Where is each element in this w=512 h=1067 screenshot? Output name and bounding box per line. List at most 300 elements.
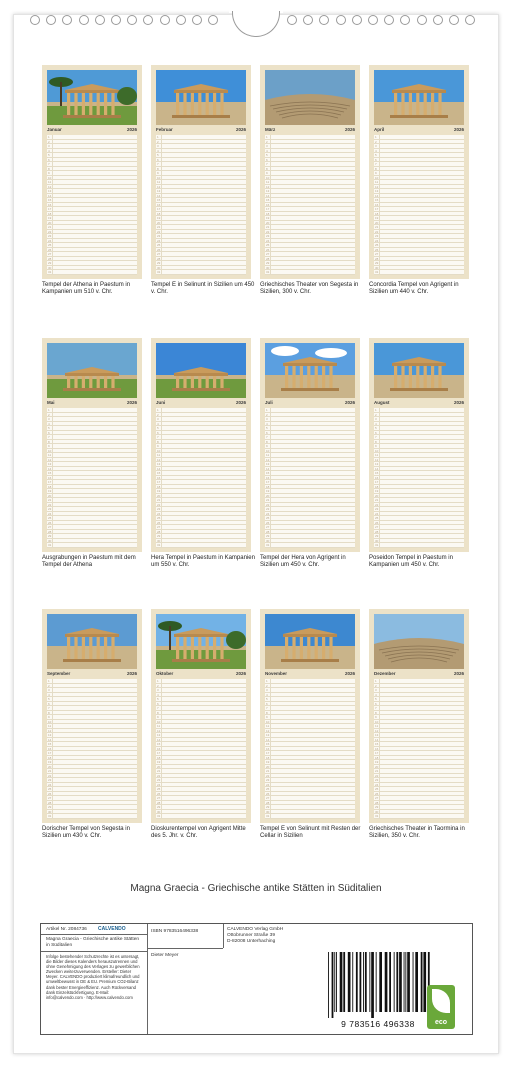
- day-number: 9: [48, 715, 50, 719]
- month-name: Mai: [47, 400, 55, 405]
- day-cell: [52, 498, 137, 502]
- day-number: 17: [375, 751, 379, 755]
- binding-hole: [160, 15, 170, 25]
- day-cell: [270, 814, 355, 818]
- day-row: [156, 270, 246, 275]
- day-cell: [161, 212, 246, 216]
- day-number: 3: [48, 144, 50, 148]
- day-cell: [379, 270, 464, 274]
- day-number: 22: [48, 502, 52, 507]
- day-cell: [161, 765, 246, 769]
- month-9: [42, 609, 142, 823]
- day-cell: [270, 194, 355, 198]
- day-number: 15: [375, 198, 379, 202]
- eco-badge: [427, 985, 455, 1029]
- day-number: 28: [375, 800, 379, 805]
- day-cell: [52, 720, 137, 724]
- month-name: August: [374, 400, 390, 405]
- day-number: 27: [375, 252, 379, 256]
- day-cell: [379, 534, 464, 538]
- day-cell: [270, 221, 355, 225]
- binding-hole: [400, 15, 410, 25]
- day-cell: [270, 729, 355, 733]
- day-row: [374, 270, 464, 275]
- day-number: 2: [375, 412, 377, 417]
- day-cell: [270, 751, 355, 755]
- day-cell: [379, 426, 464, 430]
- day-number: 31: [48, 543, 52, 547]
- day-cell: [379, 711, 464, 715]
- day-cell: [161, 512, 246, 516]
- day-cell: [161, 688, 246, 692]
- day-number: 7: [375, 435, 377, 439]
- day-cell: [52, 471, 137, 475]
- day-cell: [379, 774, 464, 778]
- day-number: 20: [157, 764, 161, 769]
- day-number: 25: [48, 516, 52, 520]
- month-name: Oktober: [156, 671, 174, 676]
- day-cell: [52, 431, 137, 435]
- day-number: 27: [375, 796, 379, 800]
- day-cell: [379, 760, 464, 764]
- day-cell: [161, 792, 246, 796]
- day-cell: [270, 778, 355, 782]
- day-cell: [270, 458, 355, 462]
- day-cell: [52, 525, 137, 529]
- day-cell: [161, 476, 246, 480]
- day-cell: [379, 742, 464, 746]
- day-number: 15: [48, 198, 52, 202]
- month-header: [265, 127, 355, 134]
- day-number: 23: [266, 507, 270, 511]
- day-number: 8: [157, 439, 159, 444]
- day-number: 9: [157, 715, 159, 719]
- day-number: 5: [375, 426, 377, 430]
- day-number: 7: [157, 162, 159, 166]
- day-cell: [379, 140, 464, 144]
- day-number: 4: [375, 148, 377, 153]
- day-cell: [161, 729, 246, 733]
- day-cell: [270, 534, 355, 538]
- day-cell: [379, 471, 464, 475]
- day-cell: [161, 140, 246, 144]
- publisher-street: Ottobrunner Straße 39: [227, 933, 275, 938]
- day-number: 14: [157, 466, 161, 471]
- day-cell: [270, 702, 355, 706]
- day-cell: [270, 248, 355, 252]
- leaf-icon: [432, 989, 450, 1013]
- day-number: 28: [266, 529, 270, 534]
- day-number: 6: [266, 157, 268, 162]
- day-cell: [270, 185, 355, 189]
- day-number: 1: [266, 135, 268, 139]
- day-cell: [52, 521, 137, 525]
- publisher-city: D-82008 Unterhaching: [227, 939, 276, 944]
- day-cell: [52, 140, 137, 144]
- day-cell: [379, 521, 464, 525]
- day-number: 2: [48, 412, 50, 417]
- day-cell: [52, 207, 137, 211]
- day-number: 12: [375, 728, 379, 733]
- day-cell: [52, 724, 137, 728]
- day-number: 6: [375, 157, 377, 162]
- day-number: 21: [266, 498, 270, 502]
- day-number: 21: [266, 769, 270, 773]
- day-cell: [161, 543, 246, 547]
- day-cell: [161, 248, 246, 252]
- day-cell: [379, 266, 464, 270]
- day-number: 21: [48, 498, 52, 502]
- day-number: 11: [266, 724, 270, 728]
- binding-hole: [143, 15, 153, 25]
- day-cell: [52, 783, 137, 787]
- month-11: [260, 609, 360, 823]
- day-number: 10: [375, 175, 379, 180]
- day-number: 14: [48, 466, 52, 471]
- month-name: Juni: [156, 400, 166, 405]
- day-cell: [379, 431, 464, 435]
- day-number: 7: [375, 162, 377, 166]
- day-number: 23: [266, 234, 270, 238]
- day-number: 3: [157, 144, 159, 148]
- day-number: 6: [48, 157, 50, 162]
- day-number: 18: [157, 484, 161, 489]
- day-number: 17: [157, 207, 161, 211]
- day-cell: [52, 706, 137, 710]
- day-grid: [156, 135, 246, 275]
- day-number: 23: [375, 507, 379, 511]
- day-number: 1: [266, 679, 268, 683]
- day-number: 20: [375, 220, 379, 225]
- day-number: 2: [375, 683, 377, 688]
- day-cell: [52, 252, 137, 256]
- day-cell: [379, 435, 464, 439]
- day-cell: [161, 180, 246, 184]
- day-number: 29: [375, 261, 379, 265]
- day-number: 23: [157, 234, 161, 238]
- day-cell: [52, 167, 137, 171]
- day-cell: [379, 792, 464, 796]
- day-number: 6: [48, 430, 50, 435]
- day-number: 30: [266, 809, 270, 814]
- month-header: [265, 400, 355, 407]
- month-3: [260, 65, 360, 279]
- day-number: 30: [266, 538, 270, 543]
- day-number: 8: [266, 439, 268, 444]
- day-number: 1: [375, 679, 377, 683]
- day-cell: [52, 796, 137, 800]
- month-year: 2026: [235, 671, 246, 676]
- month-header: [156, 671, 246, 678]
- day-number: 16: [266, 475, 270, 480]
- day-number: 24: [157, 782, 161, 787]
- day-number: 26: [375, 247, 379, 252]
- day-cell: [52, 810, 137, 814]
- day-number: 21: [375, 769, 379, 773]
- day-number: 16: [157, 475, 161, 480]
- day-cell: [270, 801, 355, 805]
- day-number: 30: [157, 809, 161, 814]
- day-number: 16: [375, 202, 379, 207]
- day-number: 31: [48, 270, 52, 274]
- day-cell: [270, 144, 355, 148]
- day-number: 12: [266, 728, 270, 733]
- day-cell: [270, 747, 355, 751]
- day-number: 10: [157, 719, 161, 724]
- day-cell: [161, 534, 246, 538]
- binding-hole: [352, 15, 362, 25]
- day-number: 2: [157, 412, 159, 417]
- month-year: 2026: [235, 400, 246, 405]
- day-number: 11: [48, 453, 52, 457]
- day-number: 12: [48, 457, 52, 462]
- day-number: 8: [266, 710, 268, 715]
- day-number: 20: [48, 220, 52, 225]
- day-cell: [379, 688, 464, 692]
- month-year: 2026: [344, 400, 355, 405]
- day-number: 24: [48, 238, 52, 243]
- day-number: 22: [48, 229, 52, 234]
- day-cell: [379, 697, 464, 701]
- day-cell: [270, 516, 355, 520]
- day-number: 28: [375, 256, 379, 261]
- divider: [41, 934, 147, 935]
- day-number: 30: [266, 265, 270, 270]
- day-cell: [161, 431, 246, 435]
- day-cell: [270, 167, 355, 171]
- day-number: 19: [266, 760, 270, 764]
- day-cell: [379, 715, 464, 719]
- day-cell: [270, 512, 355, 516]
- day-number: 19: [48, 760, 52, 764]
- day-cell: [270, 230, 355, 234]
- day-cell: [379, 198, 464, 202]
- day-cell: [161, 787, 246, 791]
- day-number: 13: [48, 733, 52, 737]
- day-row: [47, 270, 137, 275]
- day-number: 26: [157, 247, 161, 252]
- day-cell: [52, 760, 137, 764]
- day-cell: [52, 203, 137, 207]
- month-year: 2026: [453, 400, 464, 405]
- day-cell: [379, 467, 464, 471]
- day-cell: [52, 702, 137, 706]
- day-number: 27: [266, 252, 270, 256]
- day-cell: [52, 212, 137, 216]
- day-cell: [379, 512, 464, 516]
- month-photo: [265, 614, 355, 669]
- day-cell: [270, 688, 355, 692]
- day-cell: [379, 180, 464, 184]
- day-cell: [270, 207, 355, 211]
- day-grid: [265, 408, 355, 548]
- day-number: 16: [48, 746, 52, 751]
- day-number: 4: [266, 148, 268, 153]
- day-number: 27: [266, 796, 270, 800]
- month-photo: [47, 70, 137, 125]
- day-number: 19: [266, 216, 270, 220]
- day-number: 16: [375, 746, 379, 751]
- month-year: 2026: [126, 127, 137, 132]
- day-number: 1: [48, 679, 50, 683]
- day-cell: [379, 149, 464, 153]
- day-cell: [379, 422, 464, 426]
- day-number: 22: [157, 502, 161, 507]
- day-number: 20: [266, 493, 270, 498]
- day-cell: [379, 778, 464, 782]
- day-cell: [161, 221, 246, 225]
- day-number: 31: [266, 270, 270, 274]
- day-number: 31: [157, 814, 161, 818]
- day-cell: [270, 140, 355, 144]
- day-number: 13: [375, 462, 379, 466]
- day-number: 27: [48, 796, 52, 800]
- month-year: 2026: [344, 671, 355, 676]
- day-number: 6: [266, 701, 268, 706]
- day-cell: [379, 769, 464, 773]
- day-number: 25: [266, 243, 270, 247]
- day-cell: [52, 257, 137, 261]
- day-number: 24: [48, 511, 52, 516]
- day-cell: [270, 684, 355, 688]
- day-cell: [161, 679, 246, 683]
- day-cell: [270, 693, 355, 697]
- footer-col-info: [41, 924, 148, 1034]
- day-cell: [161, 742, 246, 746]
- day-cell: [379, 516, 464, 520]
- day-cell: [52, 158, 137, 162]
- day-number: 15: [48, 471, 52, 475]
- day-number: 31: [48, 814, 52, 818]
- day-number: 21: [375, 498, 379, 502]
- day-cell: [270, 270, 355, 274]
- day-number: 5: [266, 697, 268, 701]
- month-8: [369, 338, 469, 552]
- day-number: 3: [157, 688, 159, 692]
- day-number: 14: [48, 737, 52, 742]
- month-header: [374, 127, 464, 134]
- day-number: 5: [157, 697, 159, 701]
- day-cell: [52, 729, 137, 733]
- month-name: Dezember: [374, 671, 396, 676]
- day-number: 17: [48, 207, 52, 211]
- day-cell: [379, 539, 464, 543]
- day-number: 9: [48, 444, 50, 448]
- day-cell: [161, 489, 246, 493]
- day-cell: [52, 234, 137, 238]
- day-cell: [52, 248, 137, 252]
- day-cell: [52, 801, 137, 805]
- day-number: 11: [157, 453, 161, 457]
- month-photo: [374, 70, 464, 125]
- day-cell: [270, 521, 355, 525]
- day-cell: [52, 516, 137, 520]
- day-cell: [270, 449, 355, 453]
- day-number: 10: [157, 175, 161, 180]
- day-cell: [161, 814, 246, 818]
- month-year: 2026: [344, 127, 355, 132]
- day-number: 4: [375, 421, 377, 426]
- day-number: 16: [48, 475, 52, 480]
- day-number: 2: [48, 683, 50, 688]
- day-number: 22: [375, 773, 379, 778]
- day-cell: [161, 426, 246, 430]
- day-cell: [270, 158, 355, 162]
- day-cell: [270, 796, 355, 800]
- day-cell: [379, 440, 464, 444]
- day-cell: [270, 787, 355, 791]
- day-number: 5: [48, 153, 50, 157]
- day-grid: [374, 679, 464, 819]
- day-cell: [379, 230, 464, 234]
- day-cell: [161, 715, 246, 719]
- day-cell: [161, 471, 246, 475]
- day-cell: [52, 458, 137, 462]
- day-cell: [161, 480, 246, 484]
- day-cell: [270, 171, 355, 175]
- day-cell: [52, 413, 137, 417]
- day-number: 31: [157, 270, 161, 274]
- month-10: [151, 609, 251, 823]
- day-cell: [270, 252, 355, 256]
- day-number: 4: [157, 421, 159, 426]
- day-cell: [379, 494, 464, 498]
- day-cell: [379, 176, 464, 180]
- day-cell: [161, 144, 246, 148]
- day-cell: [270, 462, 355, 466]
- day-number: 30: [48, 265, 52, 270]
- day-number: 24: [48, 782, 52, 787]
- day-number: 15: [157, 742, 161, 746]
- day-cell: [270, 765, 355, 769]
- day-cell: [161, 516, 246, 520]
- day-cell: [270, 198, 355, 202]
- day-number: 30: [48, 538, 52, 543]
- day-cell: [379, 787, 464, 791]
- day-number: 18: [266, 755, 270, 760]
- day-number: 14: [375, 466, 379, 471]
- day-number: 13: [375, 733, 379, 737]
- day-cell: [52, 738, 137, 742]
- day-number: 1: [48, 408, 50, 412]
- month-photo: [156, 343, 246, 398]
- day-cell: [52, 261, 137, 265]
- calvendo-logo: CALVENDO: [98, 926, 126, 932]
- day-number: 17: [375, 207, 379, 211]
- month-photo: [156, 614, 246, 669]
- article-number: Artikel Nr. 2084736: [46, 927, 87, 932]
- day-number: 3: [266, 417, 268, 421]
- day-number: 29: [375, 534, 379, 538]
- day-cell: [379, 261, 464, 265]
- day-number: 19: [48, 489, 52, 493]
- day-row: [265, 543, 355, 548]
- day-number: 5: [266, 426, 268, 430]
- day-cell: [161, 530, 246, 534]
- day-cell: [270, 257, 355, 261]
- day-row: [47, 543, 137, 548]
- day-number: 3: [375, 417, 377, 421]
- day-number: 20: [48, 493, 52, 498]
- day-cell: [379, 507, 464, 511]
- divider: [223, 924, 224, 948]
- day-number: 24: [375, 782, 379, 787]
- day-cell: [52, 733, 137, 737]
- day-cell: [161, 270, 246, 274]
- day-cell: [161, 702, 246, 706]
- day-number: 28: [375, 529, 379, 534]
- eco-label: eco: [434, 1019, 448, 1026]
